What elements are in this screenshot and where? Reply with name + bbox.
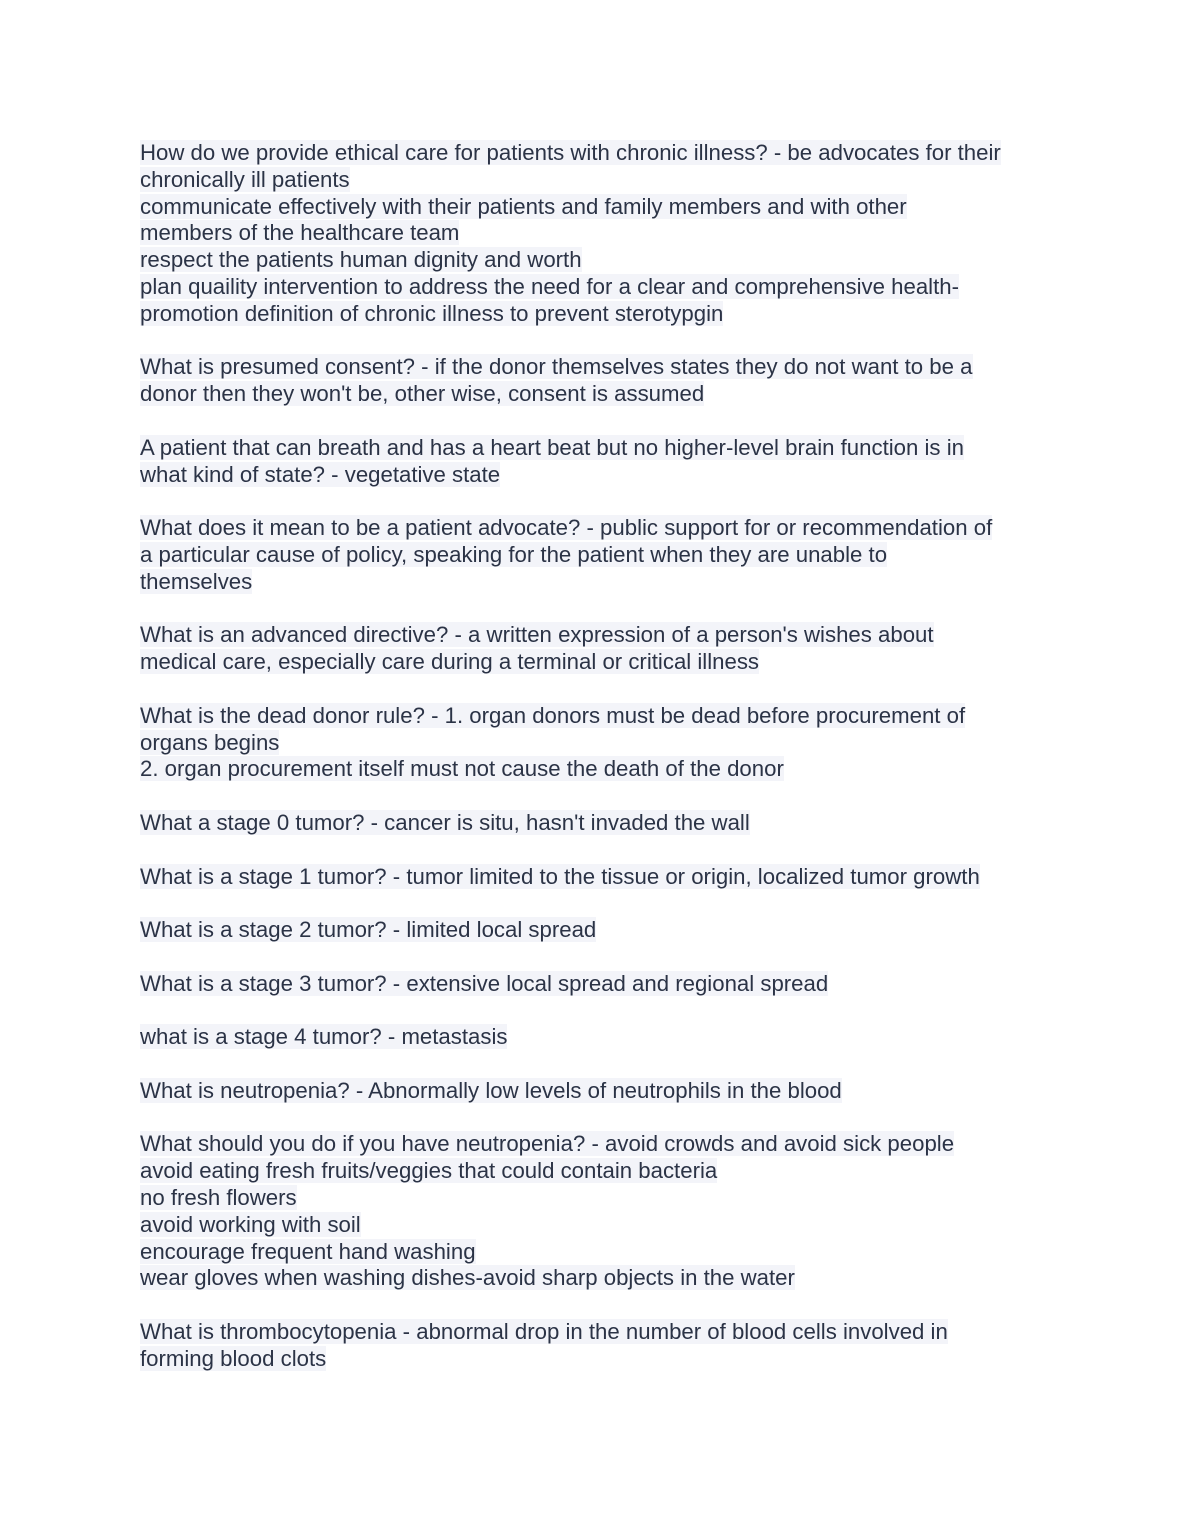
qa-entry-stage-2-tumor: [140, 917, 1060, 944]
text-line: no fresh flowers: [140, 1185, 297, 1211]
text-line: What a stage 0 tumor? - cancer is situ, hasn't invaded the wall: [140, 809, 750, 835]
text-line: What is an advanced directive? - a written expression of a person's wishes about: [140, 622, 934, 648]
text-line: avoid eating fresh fruits/veggies that could contain bacteria: [140, 1158, 718, 1184]
qa-entry-advanced-directive: [140, 622, 1060, 676]
text-line: medical care, especially care during a terminal or critical illness: [140, 649, 760, 675]
text-line: donor then they won't be, other wise, consent is assumed: [140, 381, 705, 407]
text-line: members of the healthcare team: [140, 220, 460, 246]
document-page: [140, 140, 1060, 1399]
text-line: promotion definition of chronic illness to prevent sterotypgin: [140, 300, 724, 326]
text-line: encourage frequent hand washing: [140, 1238, 476, 1264]
qa-entry-stage-4-tumor: [140, 1024, 1060, 1051]
text-line: respect the patients human dignity and worth: [140, 247, 582, 273]
qa-entry-ethical-care: [140, 140, 1060, 328]
qa-entry-vegetative-state: [140, 435, 1060, 489]
text-line: 2. organ procurement itself must not cause the death of the donor: [140, 756, 784, 782]
qa-entry-thrombocytopenia: [140, 1319, 1060, 1373]
text-line: A patient that can breath and has a heart beat but no higher-level brain function is in: [140, 434, 964, 460]
qa-entry-presumed-consent: [140, 354, 1060, 408]
text-line: avoid working with soil: [140, 1211, 361, 1237]
qa-entry-dead-donor-rule: [140, 703, 1060, 783]
qa-entry-stage-3-tumor: [140, 971, 1060, 998]
text-line: communicate effectively with their patients and family members and with other: [140, 193, 907, 219]
text-line: chronically ill patients: [140, 166, 350, 192]
text-line: wear gloves when washing dishes-avoid sharp objects in the water: [140, 1265, 795, 1291]
text-line: What is thrombocytopenia - abnormal drop in the number of blood cells involved in: [140, 1319, 948, 1345]
text-line: themselves: [140, 568, 253, 594]
text-line: What should you do if you have neutropenia? - avoid crowds and avoid sick people: [140, 1131, 955, 1157]
text-line: what kind of state? - vegetative state: [140, 461, 501, 487]
text-line: What is neutropenia? - Abnormally low levels of neutrophils in the blood: [140, 1077, 842, 1103]
qa-entry-neutropenia: [140, 1078, 1060, 1105]
text-line: What is a stage 3 tumor? - extensive local spread and regional spread: [140, 970, 829, 996]
qa-entry-patient-advocate: [140, 515, 1060, 595]
text-line: What is a stage 2 tumor? - limited local spread: [140, 917, 597, 943]
text-line: forming blood clots: [140, 1345, 327, 1371]
qa-entry-neutropenia-precautions: [140, 1131, 1060, 1292]
text-line: organs begins: [140, 729, 280, 755]
text-line: a particular cause of policy, speaking for the patient when they are unable to: [140, 541, 888, 567]
text-line: what is a stage 4 tumor? - metastasis: [140, 1024, 508, 1050]
text-line: How do we provide ethical care for patients with chronic illness? - be advocates for their: [140, 140, 1001, 165]
text-line: plan quaility intervention to address the need for a clear and comprehensive health-: [140, 273, 959, 299]
text-line: What is a stage 1 tumor? - tumor limited to the tissue or origin, localized tumor growth: [140, 863, 980, 889]
text-line: What is presumed consent? - if the donor themselves states they do not want to be a: [140, 354, 973, 380]
qa-entry-stage-1-tumor: [140, 864, 1060, 891]
text-line: What does it mean to be a patient advocate? - public support for or recommendation of: [140, 515, 993, 541]
qa-entry-stage-0-tumor: [140, 810, 1060, 837]
text-line: What is the dead donor rule? - 1. organ donors must be dead before procurement of: [140, 702, 966, 728]
